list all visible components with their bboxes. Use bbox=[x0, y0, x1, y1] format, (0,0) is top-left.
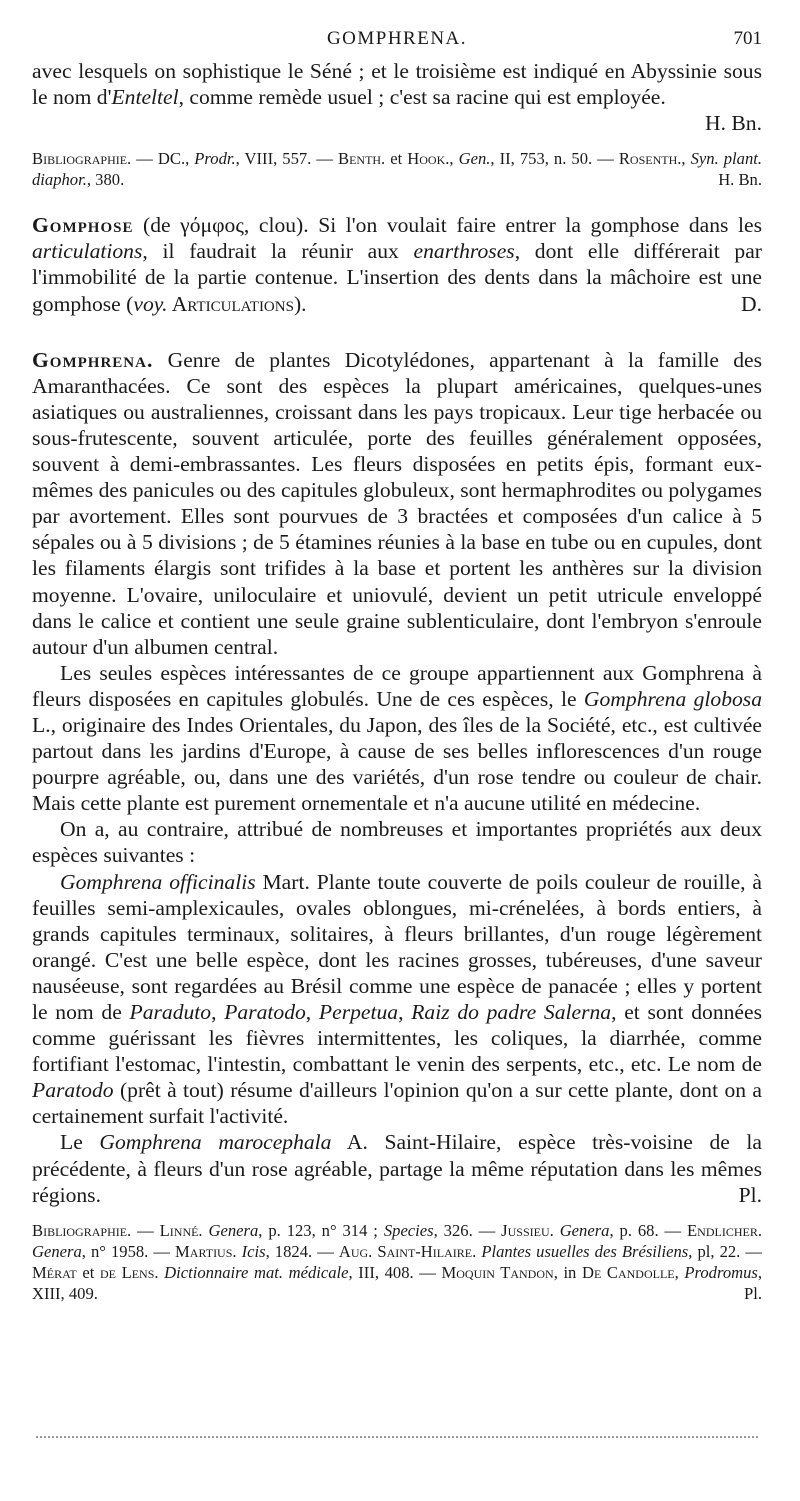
entry-gomphose: Gomphose (de γόμφος, clou). Si l'on voulait faire entrer la gomphose dans les articulations, il faudrait la réunir aux enarthroses, dont elle différerait par l'immobilité de la partie contenue. L'insertion des dents dans la mâchoire est une gomphose (voy. Articulations). D. bbox=[32, 213, 762, 316]
paragraph: On a, au contraire, attribué de nombreuses et importantes propriétés aux deux espèces suivantes : bbox=[32, 817, 762, 868]
footer-dotted-rule bbox=[36, 1436, 758, 1438]
entry-heading: Gomphose bbox=[32, 213, 134, 238]
paragraph: Gomphrena officinalis Mart. Plante toute couverte de poils couleur de rouille, à feuilles semi-amplexicaules, ovales oblongues, mi-crénelées, à bords entiers, à grands capitules terminaux, solitaires, à fleurs brillantes, d'un rouge légèrement orangé. C'est une belle espèce, dont les racines grosses, tubéreuses, d'une saveur nauséeuse, sont regardées au Brésil comme une espèce de panacée ; elles y portent le nom de Paraduto, Paratodo, Perpetua, Raiz do padre Salerna, et sont données comme guérissant les fièvres intermittentes, les coliques, la diarrhée, comme fortifiant l'estomac, l'intestin, combattant le venin des serpents, etc., etc. Le nom de Paratodo (prêt à tout) résume d'ailleurs l'opinion qu'on a sur cette plante, dont on a certainement surfait l'activité. bbox=[32, 869, 763, 1129]
page-number: 701 bbox=[733, 28, 762, 49]
paragraph: Les seules espèces intéressantes de ce groupe appartiennent aux Gomphrena à fleurs disposées en capitules globulés. Une de ces espèces, le Gomphrena globosa L., originaire des Indes Orientales, du Japon, des îles de la Société, etc., est cultivée partout dans les jardins d'Europe, à cause de ses belles inflorescences d'un rouge pourpre agréable, ou, dans une des variétés, d'un rose tendre ou couleur de chair. Mais cette plante est purement ornementale et n'a aucune utilité en médecine. bbox=[32, 660, 762, 816]
running-head-title: GOMPHRENA. bbox=[326, 28, 468, 49]
running-head bbox=[32, 0, 762, 58]
entry-gomphrena: Gomphrena. Genre de plantes Dicotylédones, appartenant à la famille des Amaranthacées. Ce sont des espèces la plupart américaines, quelques-unes asiatiques ou australiennes, croissant dans les pays tropicaux. Leur tige herbacée ou sous-frutescente, souvent articulée, porte des feuilles généralement opposées, souvent à demi-embrassantes. Les fleurs disposées en petits épis, formant eux-mêmes des panicules ou des capitules globuleux, sont hermaphrodites ou polygames par avortement. Elles sont pourvues de 3 bractées et composées d'un calice à 5 sépales ou à 5 divisions ; de 5 étamines réunies à la base en tube ou en cupules, dont les filaments élargis sont trifides à la base et portent les anthères sur la division moyenne. L'ovaire, uniloculaire et uniovulé, devient un petit utricule enveloppé dans le calice et contient une seule graine sublenticulaire, dont l'embryon s'enroule autour d'un albumen central. bbox=[32, 347, 762, 659]
paragraph: Le Gomphrena marocephala A. Saint-Hilaire, espèce très-voisine de la précédente, à fleurs d'un rose agréable, partage la même réputation dans les mêmes régions. Pl. bbox=[32, 1130, 763, 1207]
author-signature: D. bbox=[741, 291, 762, 316]
continuation-paragraph: avec lesquels on sophistique le Séné ; et le troisième est indiqué en Abyssinie sous le nom d'Enteltel, comme remède usuel ; c'est sa racine qui est employée. bbox=[32, 59, 762, 110]
page bbox=[32, 0, 762, 1304]
entry-heading: Gomphrena. bbox=[32, 347, 154, 372]
bibliography-block: Bibliographie. — Linné. Genera, p. 123, n° 314 ; Species, 326. — Jussieu. Genera, p. 68. — Endlicher. Genera, n° 1958. — Martius. Icis, 1824. — Aug. Saint-Hilaire. Plantes usuelles des Brésiliens, pl, 22. — Mérat et de Lens. Dictionnaire mat. médicale, III, 408. — Moquin Tandon, in De Candolle, Prodromus, XIII, 409. Pl. bbox=[32, 1220, 763, 1303]
author-signature: Pl. bbox=[738, 1182, 762, 1207]
author-signature: H. Bn. bbox=[705, 111, 762, 136]
bibliography-block: Bibliographie. — DC., Prodr., VIII, 557. — Benth. et Hook., Gen., II, 753, n. 50. — Rosenth., Syn. plant. diaphor., 380. H. Bn. bbox=[32, 149, 763, 190]
bibliography-signature: Pl. bbox=[744, 1283, 762, 1303]
bibliography-signature: H. Bn. bbox=[718, 170, 762, 190]
